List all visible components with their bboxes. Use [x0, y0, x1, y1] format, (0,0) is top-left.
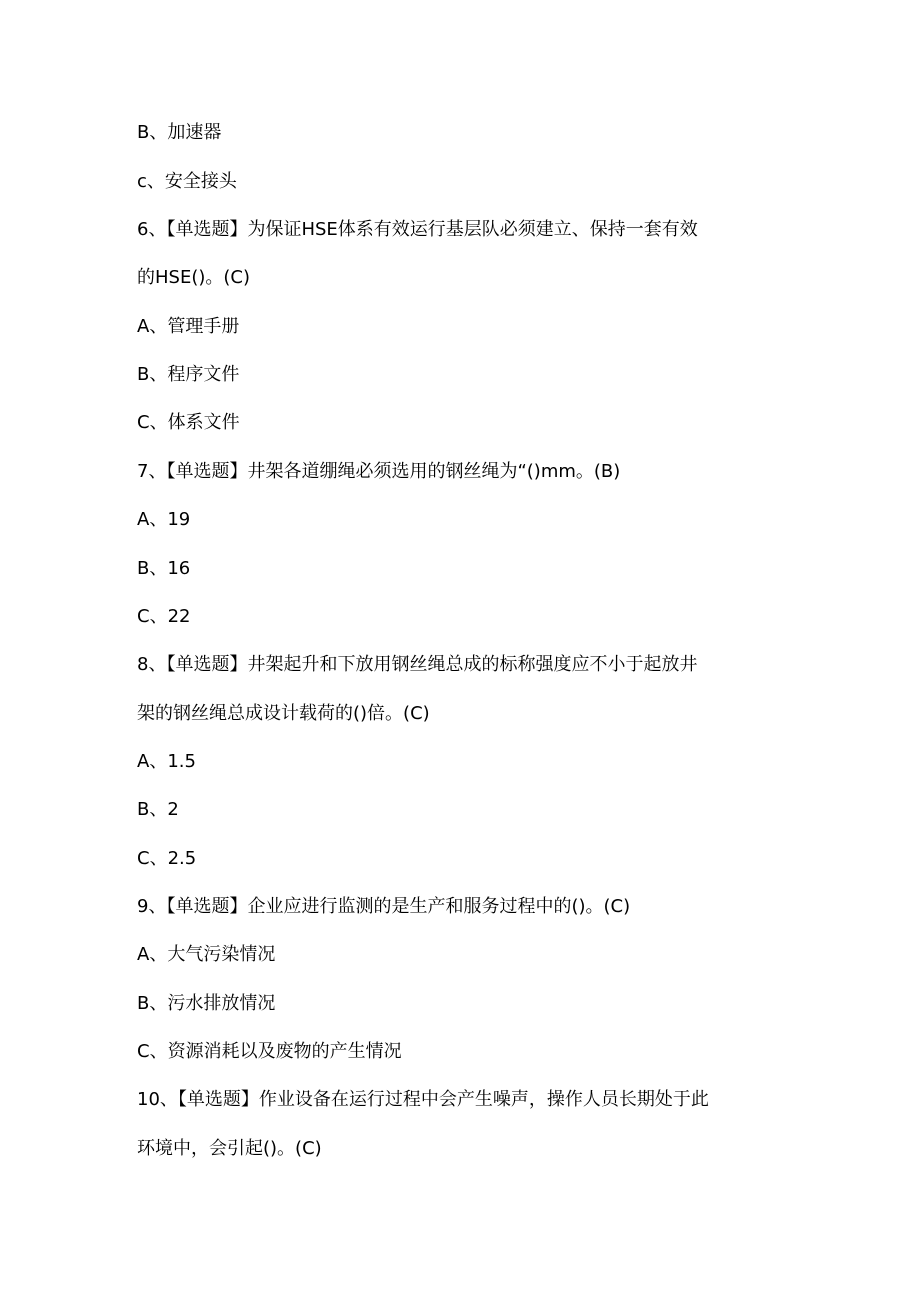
option-c-q8: C、2.5 [137, 848, 197, 869]
question-6-line-1: 6、【单选题】为保证HSE体系有效运行基层队必须建立、保持一套有效 [137, 219, 698, 240]
option-a-q9: A、大气污染情况 [137, 944, 276, 965]
question-6-line-2: 的HSE()。(C) [137, 267, 250, 288]
option-a-q6: A、管理手册 [137, 316, 240, 337]
question-9: 9、【单选题】企业应进行监测的是生产和服务过程中的()。(C) [137, 896, 631, 917]
question-7: 7、【单选题】井架各道绷绳必须选用的钢丝绳为“()mm。(B) [137, 461, 621, 482]
option-c-q6: C、体系文件 [137, 412, 240, 433]
option-b-q8: B、2 [137, 799, 179, 820]
question-10-line-2: 环境中，会引起()。(C) [137, 1138, 322, 1159]
question-8-line-1: 8、【单选题】井架起升和下放用钢丝绳总成的标称强度应不小于起放井 [137, 654, 698, 675]
option-b-q6: B、程序文件 [137, 364, 240, 385]
option-b-q5: B、加速器 [137, 122, 222, 143]
question-10-line-1: 10、【单选题】作业设备在运行过程中会产生噪声，操作人员长期处于此 [137, 1089, 709, 1110]
option-a-q8: A、1.5 [137, 751, 196, 772]
option-a-q7: A、19 [137, 509, 191, 530]
question-8-line-2: 架的钢丝绳总成设计载荷的()倍。(C) [137, 703, 430, 724]
option-b-q7: B、16 [137, 558, 191, 579]
option-c-q7: C、22 [137, 606, 191, 627]
option-c-q9: C、资源消耗以及废物的产生情况 [137, 1041, 402, 1062]
option-c-q5: c、安全接头 [137, 171, 237, 192]
option-b-q9: B、污水排放情况 [137, 993, 276, 1014]
